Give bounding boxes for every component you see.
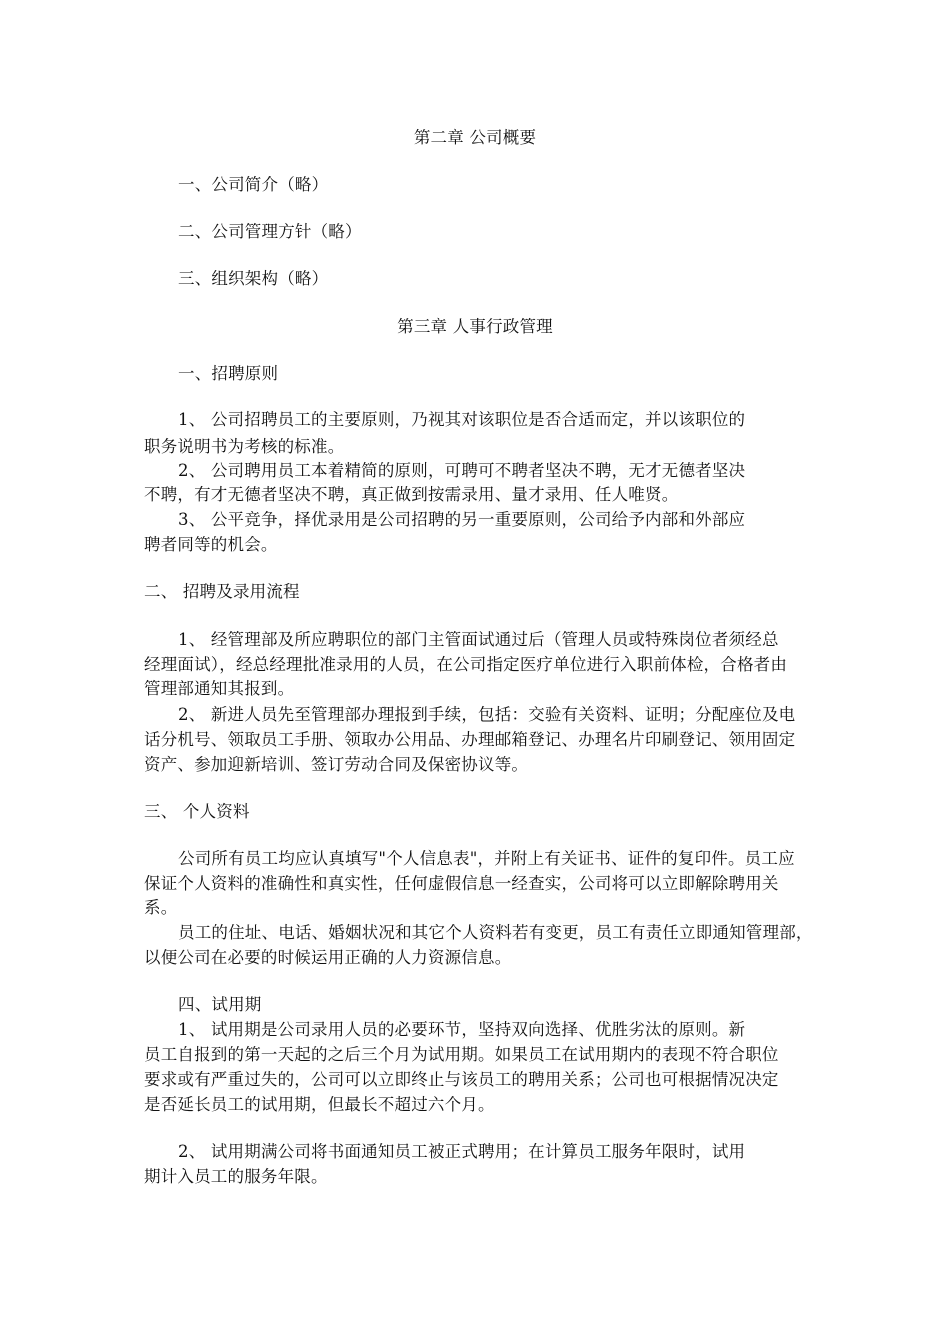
chapter-3-title: 第三章 人事行政管理	[397, 317, 553, 336]
s1-p1-line1: 1、 公司招聘员工的主要原则，乃视其对该职位是否合适而定，并以该职位的	[178, 410, 746, 429]
s3-p2-line1: 员工的住址、电话、婚姻状况和其它个人资料若有变更，员工有责任立即通知管理部，	[178, 923, 813, 942]
s3-p2-line2: 以便公司在必要的时候运用正确的人力资源信息。	[144, 948, 512, 967]
s4-p1-line3: 要求或有严重过失的，公司可以立即终止与该员工的聘用关系；公司也可根据情况决定	[144, 1070, 779, 1089]
section-4-heading: 四、试用期	[178, 995, 262, 1014]
s4-p2-line1: 2、 试用期满公司将书面通知员工被正式聘用；在计算员工服务年限时，试用	[178, 1142, 746, 1161]
chapter-2-item-1: 一、公司简介（略）	[178, 175, 329, 194]
s2-p2-line1: 2、 新进人员先至管理部办理报到手续，包括：交验有关资料、证明；分配座位及电	[178, 705, 796, 724]
s1-p1-line2: 职务说明书为考核的标准。	[144, 437, 345, 456]
s1-p3-line1: 3、 公平竞争，择优录用是公司招聘的另一重要原则，公司给予内部和外部应	[178, 510, 746, 529]
s1-p2-line2: 不聘，有才无德者坚决不聘，真正做到按需录用、量才录用、任人唯贤。	[144, 485, 679, 504]
section-3-heading: 三、 个人资料	[144, 802, 250, 821]
s4-p1-line1: 1、 试用期是公司录用人员的必要环节，坚持双向选择、优胜劣汰的原则。新	[178, 1020, 746, 1039]
s1-p2-line1: 2、 公司聘用员工本着精简的原则，可聘可不聘者坚决不聘，无才无德者坚决	[178, 461, 746, 480]
s3-p1-line1: 公司所有员工均应认真填写"个人信息表"，并附上有关证书、证件的复印件。员工应	[178, 849, 795, 868]
chapter-2-title: 第二章 公司概要	[413, 128, 537, 147]
chapter-2-item-2: 二、公司管理方针（略）	[178, 222, 362, 241]
s1-p3-line2: 聘者同等的机会。	[144, 535, 278, 554]
s2-p1-line2: 经理面试），经总经理批准录用的人员，在公司指定医疗单位进行入职前体检，合格者由	[144, 655, 788, 674]
section-2-heading: 二、 招聘及录用流程	[144, 582, 300, 601]
section-1-heading: 一、招聘原则	[178, 364, 279, 383]
s4-p1-line4: 是否延长员工的试用期，但最长不超过六个月。	[144, 1095, 495, 1114]
s4-p1-line2: 员工自报到的第一天起的之后三个月为试用期。如果员工在试用期内的表现不符合职位	[144, 1045, 779, 1064]
s3-p1-line3: 系。	[144, 898, 178, 917]
s2-p2-line2: 话分机号、领取员工手册、领取办公用品、办理邮箱登记、办理名片印刷登记、领用固定	[144, 730, 796, 749]
s2-p1-line1: 1、 经管理部及所应聘职位的部门主管面试通过后（管理人员或特殊岗位者须经总	[178, 630, 779, 649]
s2-p2-line3: 资产、参加迎新培训、签订劳动合同及保密协议等。	[144, 755, 529, 774]
s2-p1-line3: 管理部通知其报到。	[144, 679, 295, 698]
s4-p2-line2: 期计入员工的服务年限。	[144, 1167, 328, 1186]
s3-p1-line2: 保证个人资料的准确性和真实性，任何虚假信息一经查实，公司将可以立即解除聘用关	[144, 874, 779, 893]
chapter-2-item-3: 三、组织架构（略）	[178, 269, 329, 288]
